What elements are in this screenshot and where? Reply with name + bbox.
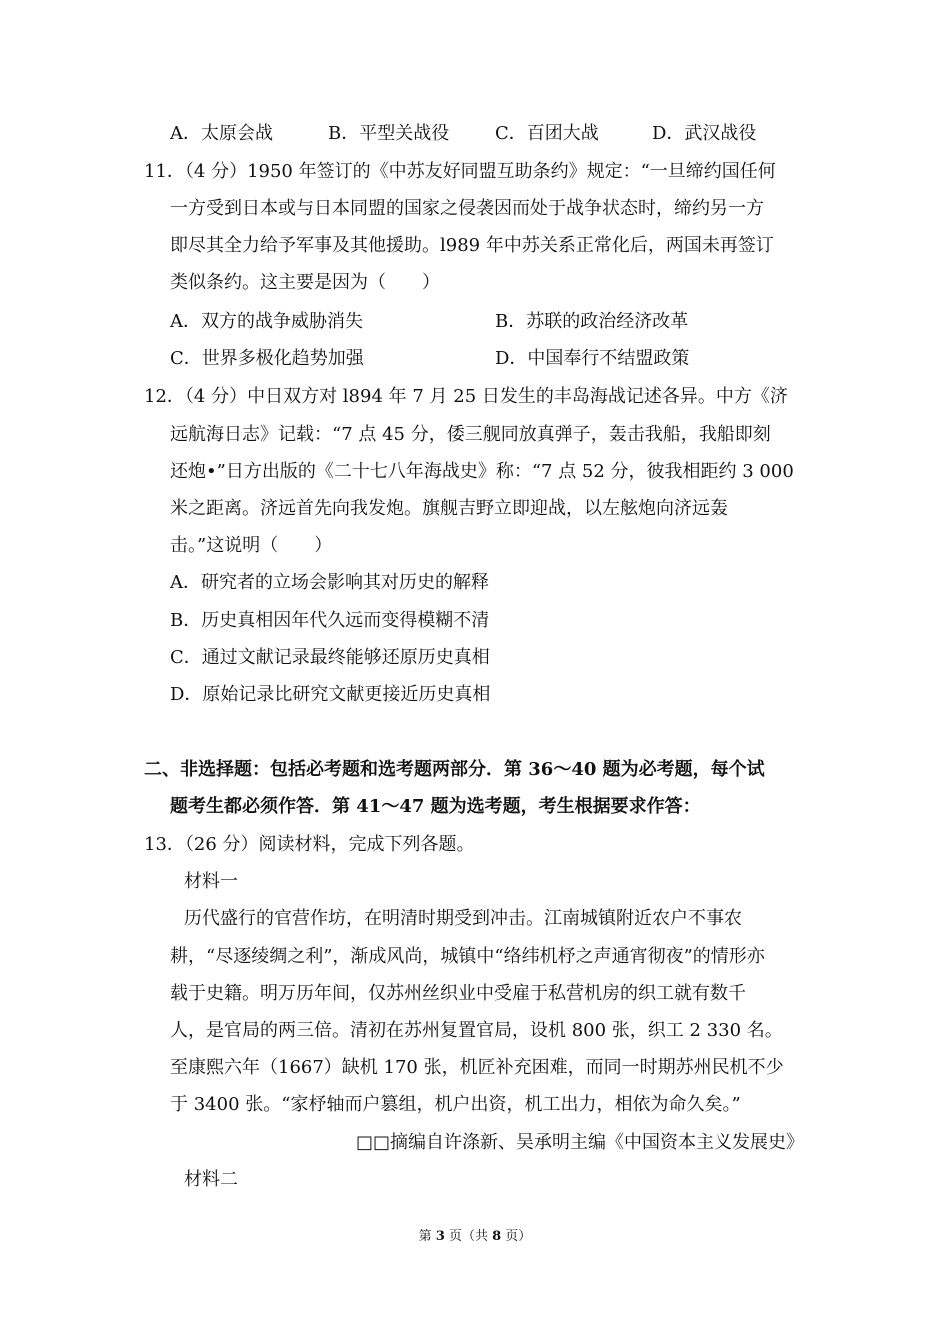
- q12-option-d: D．原始记录比研究文献更接近历史真相: [170, 684, 491, 705]
- q10-option-b: B．平型关战役: [328, 123, 450, 144]
- q12-stem-line-3: 还炮•”日方出版的《二十七八年海战史》称：“7 点 52 分，彼我相距约 3 000: [170, 461, 794, 482]
- q13-material-1-line-3: 载于史籍。明万历年间，仅苏州丝织业中受雇于私营机房的织工就有数千: [170, 983, 746, 1004]
- q10-option-d: D．武汉战役: [652, 123, 757, 144]
- q11-option-c: C．世界多极化趋势加强: [170, 348, 364, 369]
- q13-material-1-line-5: 至康熙六年（1667）缺机 170 张，机匠补充困难，而同一时期苏州民机不少: [170, 1057, 784, 1078]
- q10-option-c: C．百团大战: [495, 123, 599, 144]
- q11-option-d: D．中国奉行不结盟政策: [495, 348, 690, 369]
- q11-stem-line-1: 11．（4 分）1950 年签订的《中苏友好同盟互助条约》规定：“一旦缔约国任何: [144, 161, 776, 182]
- q13-material-1-line-6: 于 3400 张。“家杼轴而户篡组，机户出资，机工出力，相依为命久矣。”: [170, 1094, 741, 1115]
- q12-option-b: B．历史真相因年代久远而变得模糊不清: [170, 610, 490, 631]
- q13-material-1-label: 材料一: [184, 871, 238, 892]
- footer-prefix: 第: [418, 1229, 436, 1244]
- footer-page-number: 3: [435, 1229, 445, 1244]
- q11-option-b: B．苏联的政治经济改革: [495, 311, 689, 332]
- q12-stem-line-1: 12．（4 分）中日双方对 l894 年 7 月 25 日发生的丰岛海战记述各异。中方《济: [144, 386, 788, 407]
- section-2-heading-line-1: 二、非选择题：包括必考题和选考题两部分．第 36～40 题为必考题，每个试: [144, 759, 765, 780]
- footer-middle: 页（共: [444, 1229, 493, 1244]
- q11-stem-line-2: 一方受到日本或与日本同盟的国家之侵袭因而处于战争状态时，缔约另一方: [170, 198, 764, 219]
- q11-stem-line-4: 类似条约。这主要是因为（ ）: [170, 272, 440, 293]
- q12-stem-line-2: 远航海日志》记载：“7 点 45 分，倭三舰同放真弹子，轰击我船，我船即刻: [170, 424, 771, 445]
- q13-material-1-line-1: 历代盛行的官营作坊，在明清时期受到冲击。江南城镇附近农户不事农: [184, 908, 742, 929]
- q13-material-1-line-4: 人，是官局的两三倍。清初在苏州复置官局，设机 800 张，织工 2 330 名。: [170, 1020, 783, 1041]
- q12-stem-line-5: 击。”这说明（ ）: [170, 535, 333, 556]
- footer-suffix: 页）: [501, 1229, 532, 1244]
- q12-stem-line-4: 米之距离。济远首先向我发炮。旗舰吉野立即迎战，以左舷炮向济远轰: [170, 498, 728, 519]
- q12-option-c: C．通过文献记录最终能够还原历史真相: [170, 647, 490, 668]
- q13-material-2-label: 材料二: [184, 1169, 238, 1190]
- q10-option-a: A．太原会战: [170, 123, 273, 144]
- footer-total-pages: 8: [492, 1229, 502, 1244]
- q11-option-a: A．双方的战争威胁消失: [170, 311, 363, 332]
- q13-material-1-source: □□摘编自许涤新、吴承明主编《中国资本主义发展史》: [355, 1132, 804, 1153]
- q13-title: 13．（26 分）阅读材料，完成下列各题。: [144, 834, 475, 855]
- page-footer: [0, 1228, 950, 1246]
- q11-stem-line-3: 即尽其全力给予军事及其他援助。l989 年中苏关系正常化后，两国未再签订: [170, 235, 774, 256]
- q13-material-1-line-2: 耕，“尽逐绫绸之利”，渐成风尚，城镇中“络纬机杼之声通宵彻夜”的情形亦: [170, 946, 765, 967]
- section-2-heading-line-2: 题考生都必须作答．第 41～47 题为选考题，考生根据要求作答：: [170, 796, 701, 817]
- q12-option-a: A．研究者的立场会影响其对历史的解释: [170, 572, 489, 593]
